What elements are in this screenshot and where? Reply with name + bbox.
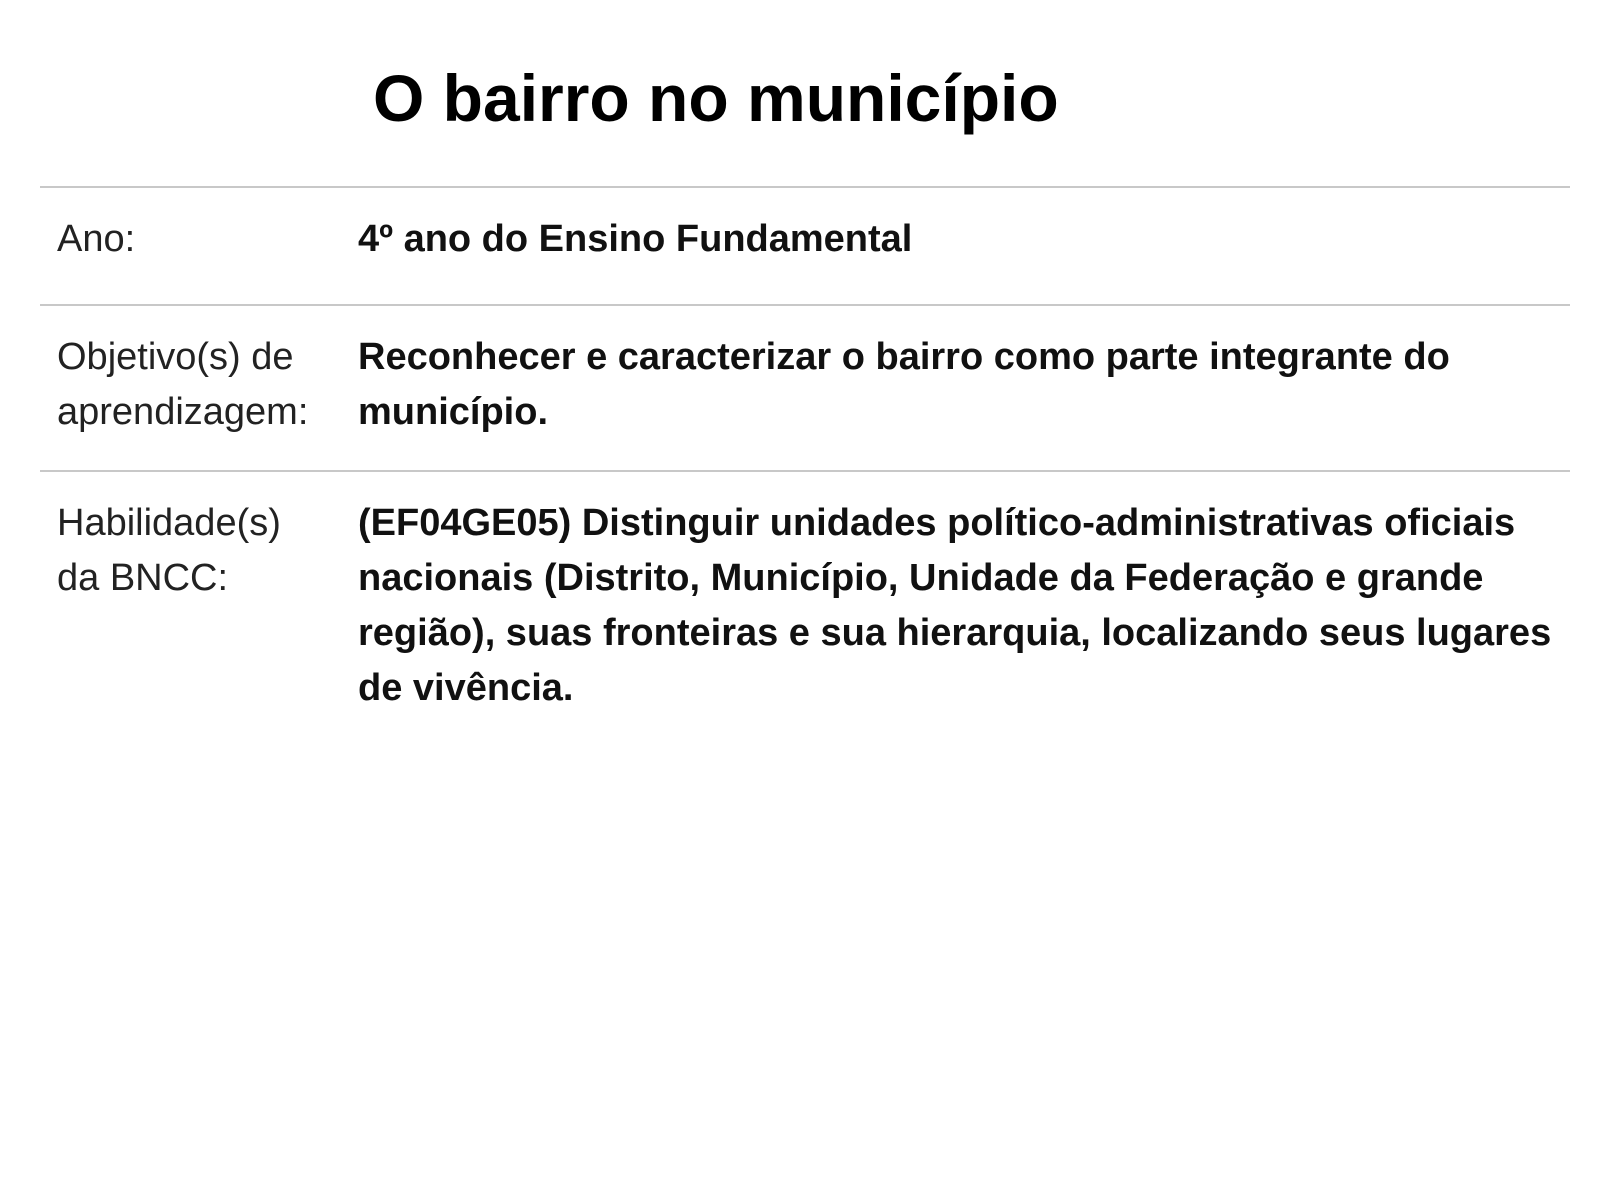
row-label-habilidade-line-2: da BNCC: (57, 557, 229, 599)
row-value-ano: 4º ano do Ensino Fundamental (358, 218, 913, 260)
row-label-objetivo (40, 306, 358, 470)
row-label-habilidade-line-1: Habilidade(s) (57, 502, 281, 544)
row-objetivo (40, 304, 1570, 470)
row-ano (40, 186, 1570, 304)
row-value-objetivo: Reconhecer e caracterizar o bairro como parte integrante do município. (358, 336, 1450, 433)
row-label-objetivo-line-1: Objetivo(s) de (57, 336, 294, 378)
row-label-ano-line-1: Ano: (57, 218, 136, 260)
row-habilidade (40, 470, 1570, 730)
row-label-objetivo-line-2: aprendizagem: (57, 391, 309, 433)
row-label-habilidade (40, 472, 358, 730)
lesson-info-table (40, 186, 1570, 730)
row-label-ano (40, 188, 358, 304)
row-value-habilidade: (EF04GE05) Distinguir unidades político-administrativas oficiais nacionais (Distrito, Município, Unidade da Federação e grande região), suas fronteiras e sua hierarquia, localizando seus lugares de vivência. (358, 502, 1552, 709)
page-title: O bairro no município (373, 61, 1059, 135)
